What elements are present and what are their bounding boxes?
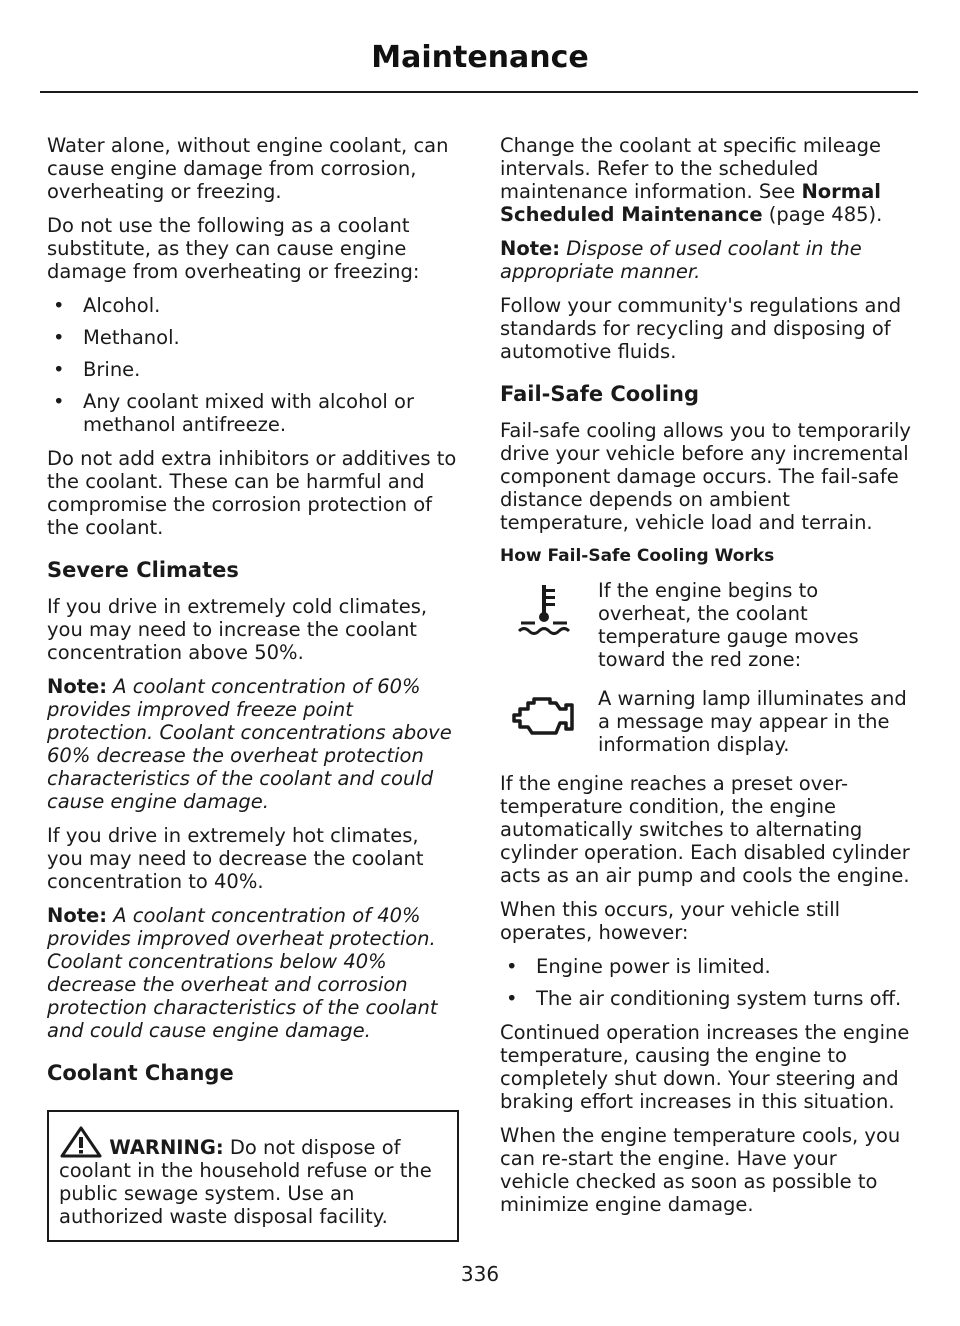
warning-box bbox=[47, 1110, 459, 1242]
paragraph: Water alone, without engine coolant, can cause engine damage from corrosion, overheating or freezing. bbox=[47, 134, 449, 203]
paragraph: Change the coolant at specific mileage intervals. Refer to the scheduled maintenance information. See Normal Scheduled Maintenance (page 485). bbox=[500, 134, 883, 226]
paragraph: Follow your community's regulations and standards for recycling and disposing of automotive fluids. bbox=[500, 294, 902, 363]
list-item: • Alcohol. bbox=[53, 294, 161, 317]
paragraph: If you drive in extremely cold climates, you may need to increase the coolant concentration above 50%. bbox=[47, 595, 428, 664]
right-column bbox=[500, 134, 912, 1227]
check-engine-icon bbox=[500, 687, 588, 747]
list-item: • Engine power is limited. bbox=[506, 955, 771, 978]
list-item: • The air conditioning system turns off. bbox=[506, 987, 902, 1010]
paragraph: If you drive in extremely hot climates, you may need to decrease the coolant concentration to 40%. bbox=[47, 824, 424, 893]
paragraph: If the engine reaches a preset over-temperature condition, the engine automatically switches to alternating cylinder operation. Each disabled cylinder acts as an air pump and cools the engine. bbox=[500, 772, 910, 887]
paragraph: Do not add extra inhibitors or additives to the coolant. These can be harmful and compromise the corrosion protection of the coolant. bbox=[47, 447, 457, 539]
list-item: • Methanol. bbox=[53, 326, 180, 349]
paragraph: When this occurs, your vehicle still operates, however: bbox=[500, 898, 841, 944]
paragraph: Do not use the following as a coolant substitute, as they can cause engine damage from overheating or freezing: bbox=[47, 214, 420, 283]
section-heading-fail-safe-cooling: Fail-Safe Cooling bbox=[500, 382, 700, 406]
section-heading-coolant-change: Coolant Change bbox=[47, 1061, 234, 1085]
paragraph: Fail-safe cooling allows you to temporarily drive your vehicle before any incremental component damage occurs. The fail-safe distance depends on ambient temperature, vehicle load and terrain. bbox=[500, 419, 911, 534]
note: Note: A coolant concentration of 40% provides improved overheat protection. Coolant concentrations below 40% decrease the overheat and corrosion protection characteristics of the coolant and could cause engine damage. bbox=[47, 904, 438, 1042]
paragraph: Continued operation increases the engine temperature, causing the engine to completely shut down. Your steering and braking effort increases in this situation. bbox=[500, 1021, 910, 1113]
left-column bbox=[47, 134, 459, 1242]
icon-description: If the engine begins to overheat, the coolant temperature gauge moves toward the red zone: bbox=[598, 579, 859, 671]
effects-list bbox=[500, 955, 912, 1010]
warning-triangle-icon bbox=[59, 1126, 103, 1158]
paragraph: When the engine temperature cools, you can re-start the engine. Have your vehicle checked as soon as possible to minimize engine damage. bbox=[500, 1124, 901, 1216]
page-title: Maintenance bbox=[371, 40, 589, 75]
page-number: 336 bbox=[460, 1262, 500, 1286]
note: Note: A coolant concentration of 60% provides improved freeze point protection. Coolant concentrations above 60% decrease the overheat protection characteristics of the coolant and could cause engine damage. bbox=[47, 675, 452, 813]
warning-label: WARNING: bbox=[109, 1136, 224, 1159]
subsection-heading: How Fail-Safe Cooling Works bbox=[500, 546, 775, 566]
engine-warning-row bbox=[500, 687, 912, 756]
icon-description: A warning lamp illuminates and a message may appear in the information display. bbox=[598, 687, 907, 756]
substitute-list bbox=[47, 294, 459, 436]
list-item: • Any coolant mixed with alcohol or methanol antifreeze. bbox=[53, 390, 414, 436]
cross-reference-link[interactable]: Normal Scheduled Maintenance bbox=[500, 180, 881, 226]
note: Note: Dispose of used coolant in the appropriate manner. bbox=[500, 237, 862, 283]
coolant-temperature-icon bbox=[500, 579, 588, 639]
warning-text: Do not dispose of coolant in the household refuse or the public sewage system. Use an authorized waste disposal facility. bbox=[59, 1136, 432, 1228]
list-item: • Brine. bbox=[53, 358, 141, 381]
section-heading-severe-climates: Severe Climates bbox=[47, 558, 239, 582]
coolant-gauge-row bbox=[500, 579, 912, 671]
header-divider bbox=[40, 91, 918, 93]
